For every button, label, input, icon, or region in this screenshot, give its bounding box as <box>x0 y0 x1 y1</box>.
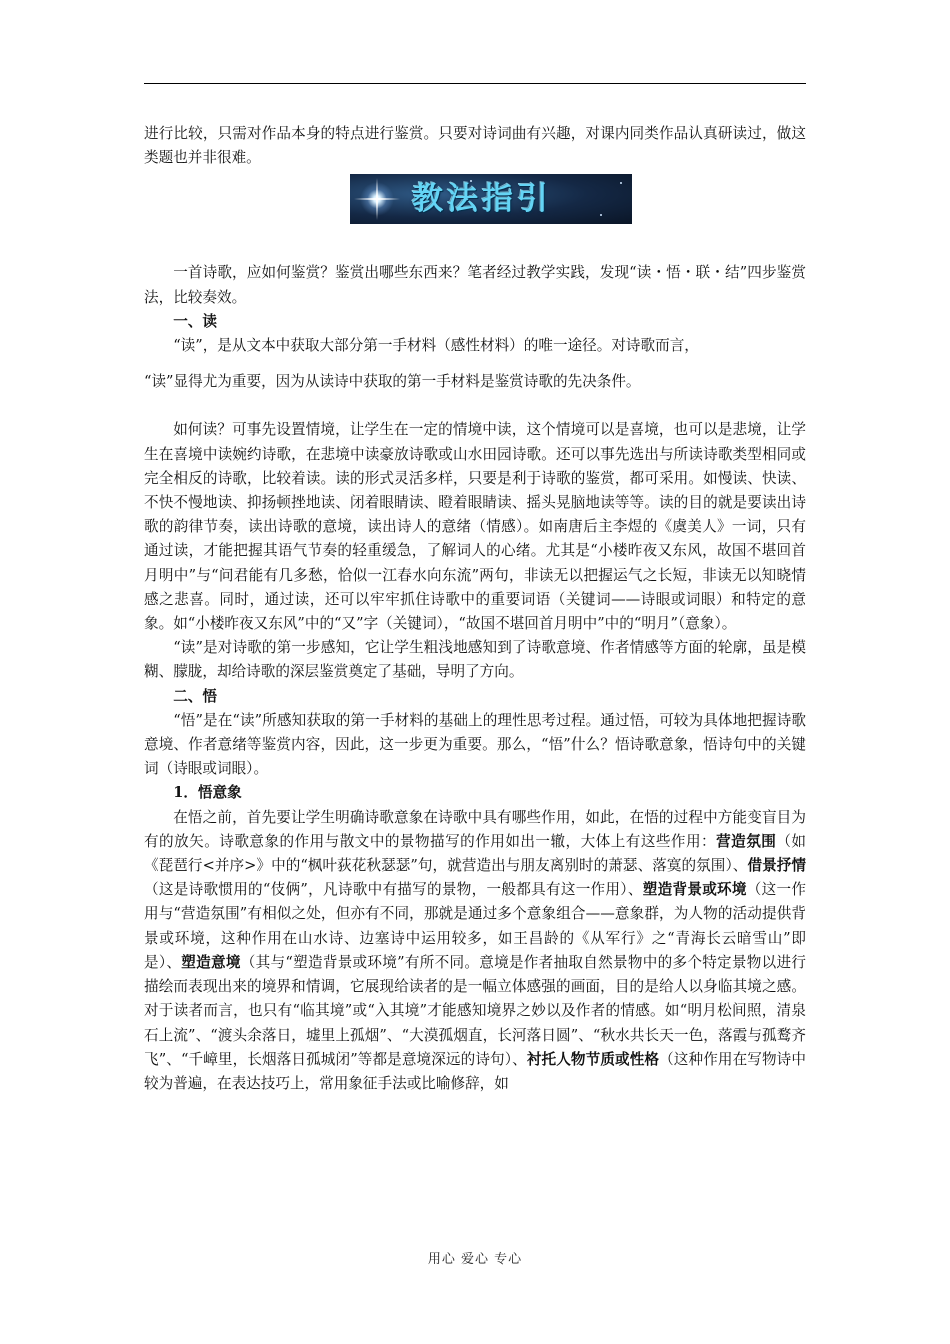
spacer <box>144 394 806 418</box>
paragraph-read-2: “读”显得尤为重要，因为从读诗中获取的第一手材料是鉴赏诗歌的先决条件。 <box>144 373 641 391</box>
text-run: （其与“塑造背景或环境”有所不同。意境是作者抽取自然景物中的多个特定景物以进行描绘而表现出来的境界和情调，它展现给读者的是一幅立体感强的画面，目的是给人以身临其境之感。对于读者而言，也只有“临其境”或“入其境”才能感知境界之妙以及作者的情感。如“明月松间照，清泉石上流”、“渡头余落日，墟里上孤烟”、“大漠孤烟直，长河落日圆”、“秋水共长天一色，落霞与孤鹜齐飞”、“千嶂里，长烟落日孤城闭”等都是意境深远的诗句）、 <box>144 953 806 1068</box>
text-run: （如《琵琶行<并序>》中的“枫叶荻花秋瑟瑟”句，就营造出与朋友离别时的萧瑟、落寞的氛围）、 <box>144 832 806 875</box>
paragraph-wu-2 <box>144 806 806 1096</box>
bold-term: 衬托人物节质或性格 <box>526 1050 660 1068</box>
heading-read: 一、读 <box>173 312 217 330</box>
paragraph-read-3: 如何读？可事先设置情境，让学生在一定的情境中读，这个情境可以是喜境，也可以是悲境，让学生在喜境中读婉约诗歌，在悲境中读豪放诗歌或山水田园诗歌。还可以事先选出与所读诗歌类型相同或完全相反的诗歌，比较着读。读的形式灵活多样，只要是利于诗歌的鉴赏，都可采用。如慢读、快读、不快不慢地读、抑扬顿挫地读、闭着眼睛读、瞪着眼睛读、摇头晃脑地读等等。读的目的就是要读出诗歌的韵律节奏，读出诗歌的意境，读出诗人的意绪（情感）。如南唐后主李煜的《虞美人》一词，只有通过读，才能把握其语气节奏的轻重缓急，了解词人的心绪。尤其是“小楼昨夜又东风，故国不堪回首月明中”与“问君能有几多愁，恰似一江春水向东流”两句，非读无以把握运气之长短，非读无以知晓情感之悲喜。同时，通过读，还可以牢牢抓住诗歌中的重要词语（关键词——诗眼或词眼）和特定的意象。如“小楼昨夜又东风”中的“又”字（关键词），“故国不堪回首月明中”中的“明月”（意象）。 <box>144 421 806 633</box>
banner-title: 教法指引 <box>412 181 552 218</box>
paragraph-wu-1: “悟”是在“读”所感知获取的第一手材料的基础上的理性思考过程。通过悟，可较为具体地把握诗歌意境、作者意绪等鉴赏内容，因此，这一步更为重要。那么，“悟”什么？悟诗歌意象，悟诗句中的关键词（诗眼或词眼）。 <box>144 711 806 778</box>
text-run: （这是诗歌惯用的“伎俩”，凡诗歌中有描写的景物，一般都具有这一作用）、 <box>144 881 643 899</box>
sparkle-dot <box>600 214 602 216</box>
heading-wu: 二、悟 <box>173 687 217 705</box>
bold-term: 营造氛围 <box>716 832 777 850</box>
text-run: （这一作用与“营造氛围”有相似之处，但亦有不同，那就是通过多个意象组合——意象群，为人物的活动提供背景或环境，这种作用在山水诗、边塞诗中运用较多，如王昌龄的《从军行》之“青海长云暗雪山”即是）、 <box>144 881 806 971</box>
text-run: 在悟之前，首先要让学生明确诗歌意象在诗歌中具有哪些作用，如此，在悟的过程中方能变盲目为有的放矢。诗歌意象的作用与散文中的景物描写的作用如出一辙，大体上有这些作用： <box>144 808 806 850</box>
bold-term: 借景抒情 <box>747 857 806 875</box>
banner-image <box>350 174 632 224</box>
paragraph-read-1: “读”，是从文本中获取大部分第一手材料（感性材料）的唯一途径。对诗歌而言， <box>173 337 699 355</box>
heading-wu-imagery: 1．悟意象 <box>173 784 242 802</box>
page-footer: 用心 爱心 专心 <box>427 1252 523 1267</box>
document-body <box>144 122 806 1096</box>
header-rule <box>144 83 806 84</box>
sparkle-dot <box>620 182 622 184</box>
bold-term: 塑造意境 <box>181 953 241 971</box>
spacer <box>144 358 806 370</box>
text-run: （这种作用在写物诗中较为普遍，在表达技巧上，常用象征手法或比喻修辞，如 <box>144 1050 806 1092</box>
banner-container <box>144 174 806 251</box>
star-ray-vertical <box>376 178 378 220</box>
bold-term: 塑造背景或环境 <box>642 881 747 899</box>
intro-paragraph: 进行比较，只需对作品本身的特点进行鉴赏。只要对诗词曲有兴趣，对课内同类作品认真研读过，做这类题也并非很难。 <box>144 125 806 167</box>
paragraph-read-4: “读”是对诗歌的第一步感知，它让学生粗浅地感知到了诗歌意境、作者情感等方面的轮廓，虽是模糊、朦胧，却给诗歌的深层鉴赏奠定了基础，导明了方向。 <box>144 639 806 681</box>
paragraph-method: 一首诗歌，应如何鉴赏？鉴赏出哪些东西来？笔者经过教学实践，发现“读・悟・联・结”四步鉴赏法，比较奏效。 <box>144 264 806 306</box>
